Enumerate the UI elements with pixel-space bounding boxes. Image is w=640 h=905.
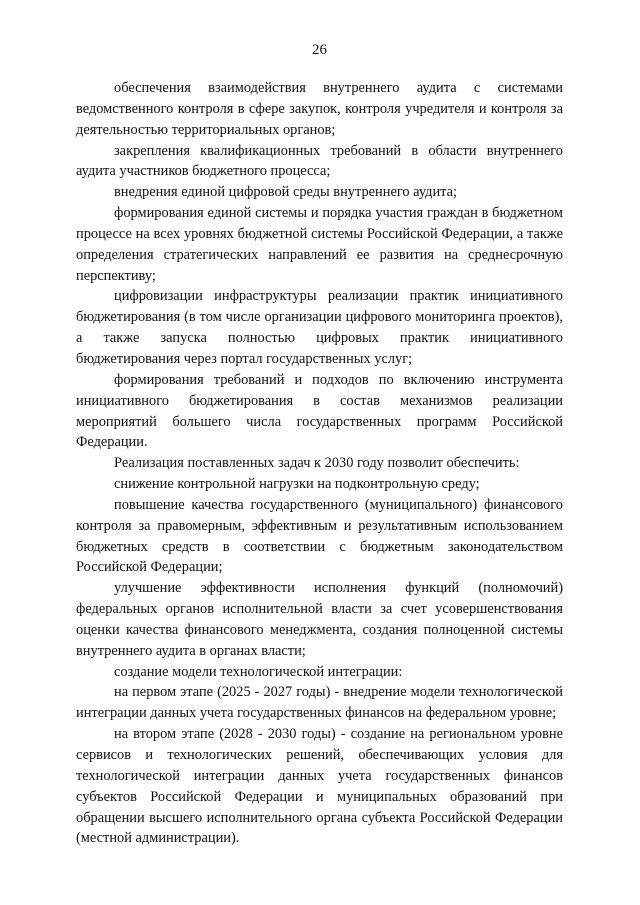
paragraph: на первом этапе (2025 - 2027 годы) - внедрение модели технологической интеграции данных учета государственных финансов на федеральном уровне; (76, 684, 563, 722)
paragraph: цифровизации инфраструктуры реализации практик инициативного бюджетирования (в том числе организации цифрового мониторинга проектов), а также запуска полностью цифровых практик инициативного бюджетирования через портал государственных услуг; (76, 288, 563, 367)
paragraph: закрепления квалификационных требований в области внутреннего аудита участников бюджетного процесса; (76, 142, 563, 180)
paragraph: формирования требований и подходов по включению инструмента инициативного бюджетирования в состав механизмов реализации мероприятий большего числа государственных программ Российской Федерации. (76, 371, 563, 451)
paragraph: внедрения единой цифровой среды внутреннего аудита; (114, 184, 457, 201)
paragraph: формирования единой системы и порядка участия граждан в бюджетном процессе на всех уровнях бюджетной системы Российской Федерации, а также определения стратегических направлений ее развития на среднесрочную перспективу; (76, 205, 563, 284)
paragraph: создание модели технологической интеграции: (114, 663, 403, 680)
paragraph: на втором этапе (2028 - 2030 годы) - создание на региональном уровне сервисов и технологических решений, обеспечивающих условия для технологической интеграции данных учета государственных финансов субъектов Российской Федерации и муниципальных образований при обращении высшего исполнительного органа субъекта Российской Федерации (местной администрации). (76, 726, 563, 847)
document-page (76, 40, 563, 849)
paragraph: обеспечения взаимодействия внутреннего аудита с системами ведомственного контроля в сфере закупок, контроля учредителя и контроля за деятельностью территориальных органов; (76, 80, 563, 138)
paragraph: улучшение эффективности исполнения функций (полномочий) федеральных органов исполнительной власти за счет усовершенствования оценки качества финансового менеджмента, создания полноценной системы внутреннего аудита в органах власти; (76, 580, 563, 659)
paragraph: снижение контрольной нагрузки на подконтрольную среду; (114, 476, 480, 493)
paragraph: Реализация поставленных задач к 2030 году позволит обеспечить: (114, 455, 520, 472)
paragraph: повышение качества государственного (муниципального) финансового контроля за правомерным, эффективным и результативным использованием бюджетных средств в соответствии с бюджетным законодательством Российской Федерации; (76, 496, 563, 576)
page-number: 26 (312, 42, 327, 58)
document-body (76, 78, 563, 849)
